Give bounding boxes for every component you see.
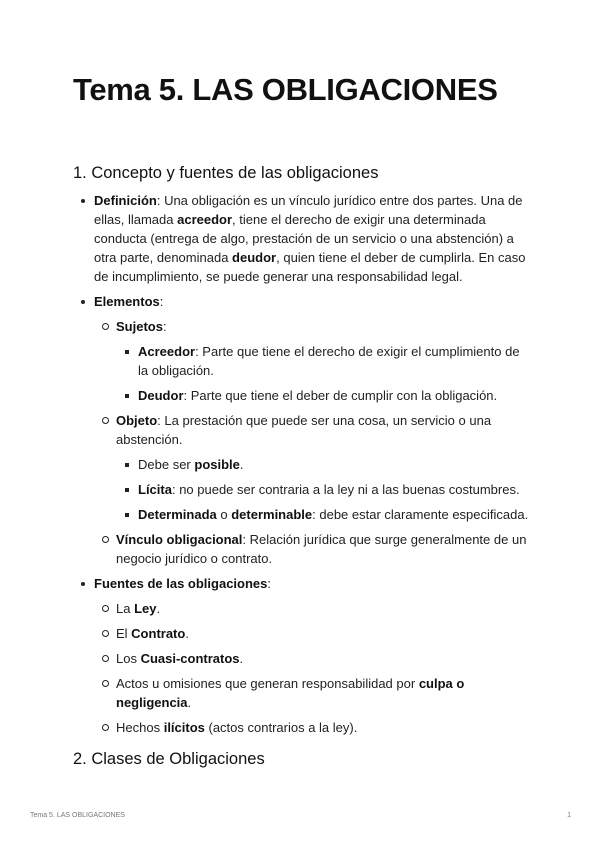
list-item-acreedor: Acreedor: Parte que tiene el derecho de exigir el cumplimiento de la obligación. bbox=[116, 342, 533, 380]
list-item-posible: Debe ser posible. bbox=[116, 455, 533, 474]
list-item-objeto: Objeto: La prestación que puede ser una cosa, un servicio o una abstención. Debe ser posible. Lícita: no puede ser contraria a la ley ni a las buenas costumbres. Determinada o determinable: debe estar claramente especificada. bbox=[94, 411, 533, 524]
list-item-determinada: Determinada o determinable: debe estar claramente especificada. bbox=[116, 505, 533, 524]
list-item-fuentes: Fuentes de las obligaciones: La Ley. El Contrato. Los Cuasi-contratos. Actos u omisiones que generan responsabilidad por culpa o negligencia. Hechos ilícitos (actos contrarios a la ley). bbox=[73, 574, 533, 737]
list-item-definicion: Definición: Una obligación es un vínculo jurídico entre dos partes. Una de ellas, llamada acreedor, tiene el derecho de exigir una determinada conducta (entrega de algo, prestación de un servicio o una abstención) a otra parte, denominada deudor, quien tiene el deber de cumplirla. En caso de incumplimiento, se puede generar una responsabilidad legal. bbox=[73, 191, 533, 286]
page-title: Tema 5. LAS OBLIGACIONES bbox=[73, 72, 498, 107]
list-item-actos: Actos u omisiones que generan responsabilidad por culpa o negligencia. bbox=[94, 674, 533, 712]
list-item-deudor: Deudor: Parte que tiene el deber de cumplir con la obligación. bbox=[116, 386, 533, 405]
section-heading-concepto: 1. Concepto y fuentes de las obligaciones bbox=[73, 164, 379, 182]
list-item-licita: Lícita: no puede ser contraria a la ley ni a las buenas costumbres. bbox=[116, 480, 533, 499]
sub-sub-list bbox=[116, 455, 533, 524]
page-number: 1 bbox=[567, 812, 571, 819]
list-item-ley: La Ley. bbox=[94, 599, 533, 618]
list-item-hechos: Hechos ilícitos (actos contrarios a la ley). bbox=[94, 718, 533, 737]
sub-sub-list bbox=[116, 342, 533, 405]
list-item-cuasi-contratos: Los Cuasi-contratos. bbox=[94, 649, 533, 668]
list-item-elementos: Elementos: Sujetos: Acreedor: Parte que tiene el derecho de exigir el cumplimiento de la obligación. Deudor: Parte que tiene el deber de cumplir con la obligación. Objeto: La prestación que puede ser una cosa, un servicio o una abstención. Debe ser posible. Lícita: no puede ser contraria a la ley ni a las buenas costumbres. Determinada o determinable: debe estar claramente especificada. Vínculo obligacional: Relación jurídica que surge generalmente de un negocio jurídico o contrato. bbox=[73, 292, 533, 568]
sub-list bbox=[94, 599, 533, 737]
footer-title: Tema 5. LAS OBLIGACIONES bbox=[30, 812, 125, 819]
sub-list bbox=[94, 317, 533, 568]
bullet-list bbox=[73, 191, 533, 737]
section-heading-clases: 2. Clases de Obligaciones bbox=[73, 750, 265, 768]
section-content bbox=[73, 191, 533, 743]
list-item-contrato: El Contrato. bbox=[94, 624, 533, 643]
list-item-sujetos: Sujetos: Acreedor: Parte que tiene el derecho de exigir el cumplimiento de la obligación. Deudor: Parte que tiene el deber de cumplir con la obligación. bbox=[94, 317, 533, 405]
list-item-vinculo: Vínculo obligacional: Relación jurídica que surge generalmente de un negocio jurídico o contrato. bbox=[94, 530, 533, 568]
